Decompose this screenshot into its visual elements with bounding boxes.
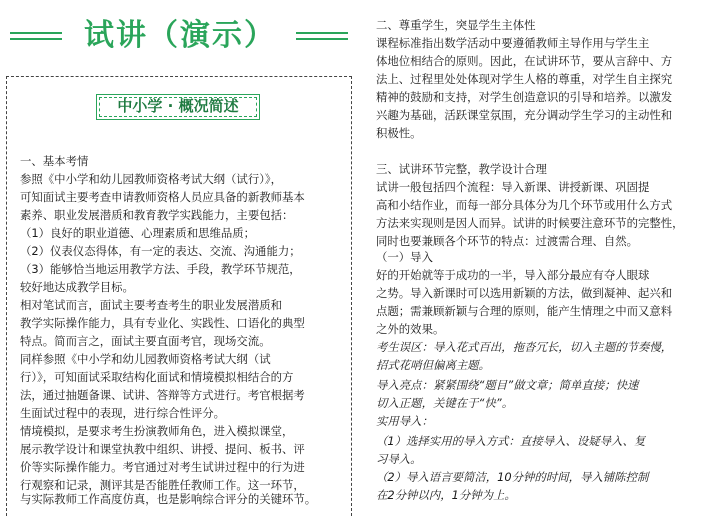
paragraph-line: 素养、职业发展潜质和教育教学实践能力，主要包括： <box>20 208 294 222</box>
paragraph-line: 课程标准指出数学活动中要遵循教师主导作用与学生主 <box>376 36 650 50</box>
paragraph-line: 与实际教师工作高度仿真，也是影响综合评分的关键环节。 <box>20 492 317 506</box>
paragraph-line: 价等实际操作能力。考官通过对考生试讲过程中的行为进 <box>20 460 305 474</box>
page-title: 试讲（演示） <box>84 18 276 53</box>
paragraph-line: （2）仪表仪态得体，有一定的表达、交流、沟通能力； <box>20 244 301 258</box>
paragraph-line: 之势。导入新课时可以选用新颖的方法，做到凝神、起兴和 <box>376 286 673 300</box>
paragraph-line: 展示教学设计和课堂执教中组织、讲授、提问、板书、评 <box>20 442 305 456</box>
heading-basic-situation: 一、基本考情 <box>20 154 89 168</box>
paragraph-line: 较好地达成教学目标。 <box>20 280 134 294</box>
handwritten-note-line: 习导入。 <box>376 452 422 466</box>
badge-inner-border <box>99 97 257 117</box>
paragraph-line: 生面试过程中的表现，进行综合性评分。 <box>20 406 226 420</box>
paragraph-line: 行观察和记录，测评其是否能胜任教师工作。这一环节， <box>20 478 305 492</box>
paragraph-line: 之外的效果。 <box>376 322 445 336</box>
heading-respect-students: 二、尊重学生，突显学生主体性 <box>376 18 536 32</box>
heading-complete-process: 三、试讲环节完整，教学设计合理 <box>376 162 547 176</box>
paragraph-line: 特点。简而言之，面试主要直面考官，现场交流。 <box>20 334 271 348</box>
handwritten-note-line: 实用导入： <box>376 414 433 428</box>
title-decoration-left <box>10 32 62 40</box>
handwritten-note-line: 考生误区：导入花式百出，拖沓冗长，切入主题的节奏慢， <box>376 340 673 354</box>
paragraph-line: 精神的鼓励和支持，对学生创造意识的引导和培养。以激发 <box>376 90 673 104</box>
paragraph-line: 参照《中小学和幼儿园教师资格考试大纲（试行）》， <box>20 172 282 186</box>
handwritten-note-line: 导入亮点：紧紧围绕“题目”做文章；简单直接；快速 <box>376 378 639 392</box>
handwritten-note-line: 切入正题，关键在于“快”。 <box>376 396 514 410</box>
paragraph-line: 点题；需兼顾新颖与合理的原则，能产生情理之中而又意料 <box>376 304 673 318</box>
paragraph-line: 试讲一般包括四个流程：导入新课、讲授新课、巩固提 <box>376 180 650 194</box>
paragraph-line: 高和小结作业，而每一部分具体分为几个环节或用什么方式 <box>376 198 673 212</box>
paragraph-line: 好的开始就等于成功的一半，导入部分最应有夺人眼球 <box>376 268 650 282</box>
handwritten-note-line: 在2分钟以内，1分钟为上。 <box>376 488 516 502</box>
paragraph-line: 可知面试主要考查申请教师资格人员应具备的新教师基本 <box>20 190 305 204</box>
handwritten-note-line: （1）选择实用的导入方式：直接导入、设疑导入、复 <box>376 434 646 448</box>
paragraph-line: 同时也要兼顾各个环节的特点：过渡需合理、自然。 <box>376 234 638 248</box>
paragraph-line: 体地位相结合的原则。因此，在试讲环节，要从言辞中、方 <box>376 54 673 68</box>
paragraph-line: 相对笔试而言，面试主要考查考生的职业发展潜质和 <box>20 298 282 312</box>
paragraph-line: 法，通过抽题备课、试讲、答辩等方式进行。考官根据考 <box>20 388 305 402</box>
paragraph-line: （3）能够恰当地运用教学方法、手段，教学环节规范， <box>20 262 301 276</box>
title-decoration-right <box>296 32 348 40</box>
paragraph-line: 行）》，可知面试采取结构化面试和情境模拟相结合的方 <box>20 370 294 384</box>
section-badge: 中小学 · 概况简述 <box>96 94 260 120</box>
paragraph-line: 兴趣为基础，活跃课堂氛围，充分调动学生学习的主动性和 <box>376 108 673 122</box>
title-banner <box>0 14 358 60</box>
handwritten-note-line: 招式花哨但偏离主题。 <box>376 358 490 372</box>
paragraph-line: 同样参照《中小学和幼儿园教师资格考试大纲（试 <box>20 352 271 366</box>
paragraph-line: 教学实际操作能力，具有专业化、实践性、口语化的典型 <box>20 316 305 330</box>
subheading-introduction: （一）导入 <box>376 250 433 264</box>
paragraph-line: （1）良好的职业道德、心理素质和思维品质； <box>20 226 256 240</box>
paragraph-line: 法上、过程里处处体现对学生人格的尊重，对学生自主探究 <box>376 72 673 86</box>
handwritten-note-line: （2）导入语言要简洁，10分钟的时间，导入铺陈控制 <box>376 470 649 484</box>
paragraph-line: 积极性。 <box>376 126 422 140</box>
paragraph-line: 情境模拟，是要求考生扮演教师角色，进入模拟课堂， <box>20 424 294 438</box>
paragraph-line: 方法来实现则是因人而异。试讲的时候要注意环节的完整性， <box>376 216 684 230</box>
